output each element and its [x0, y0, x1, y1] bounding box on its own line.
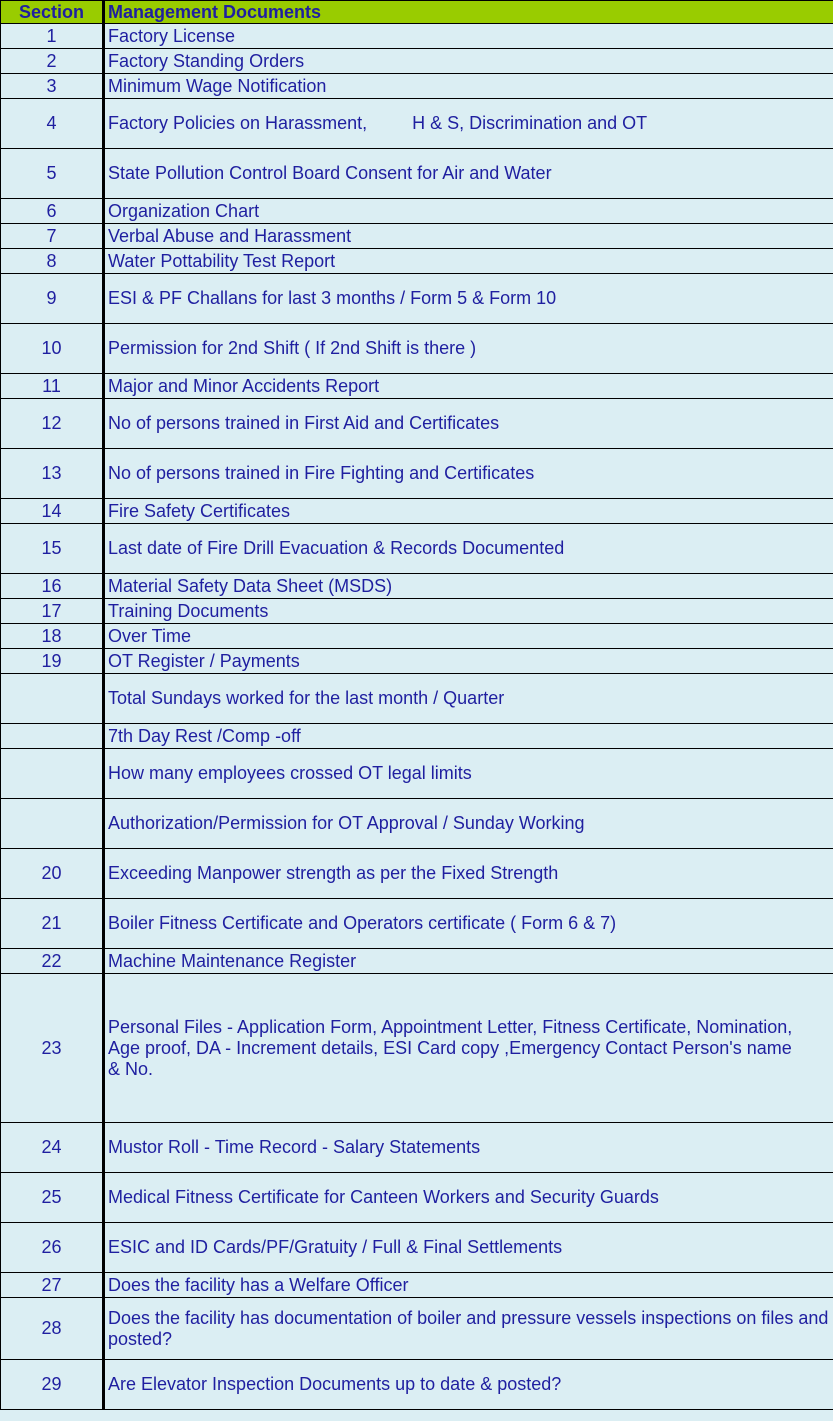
table-row: [1, 374, 833, 399]
section-number: 6: [1, 199, 104, 224]
table-row: [1, 724, 833, 749]
document-name: State Pollution Control Board Consent for Air and Water: [104, 149, 833, 199]
table-row: [1, 1298, 833, 1360]
table-row: [1, 849, 833, 899]
document-name: Verbal Abuse and Harassment: [104, 224, 833, 249]
document-name: Permission for 2nd Shift ( If 2nd Shift is there ): [104, 324, 833, 374]
document-name: 7th Day Rest /Comp -off: [104, 724, 833, 749]
table-row: [1, 99, 833, 149]
table-row: [1, 149, 833, 199]
document-name: Factory Policies on Harassment, H & S, Discrimination and OT: [104, 99, 833, 149]
document-name: Total Sundays worked for the last month / Quarter: [104, 674, 833, 724]
document-name: Are Elevator Inspection Documents up to date & posted?: [104, 1360, 833, 1410]
document-name: How many employees crossed OT legal limits: [104, 749, 833, 799]
section-number: 27: [1, 1273, 104, 1298]
document-name: Exceeding Manpower strength as per the Fixed Strength: [104, 849, 833, 899]
section-number: [1, 674, 104, 724]
section-number: 26: [1, 1223, 104, 1273]
document-name: OT Register / Payments: [104, 649, 833, 674]
table-row: [1, 449, 833, 499]
document-name: Does the facility has a Welfare Officer: [104, 1273, 833, 1298]
table-row: [1, 399, 833, 449]
table-row: [1, 1273, 833, 1298]
section-number: 23: [1, 974, 104, 1123]
section-number: 29: [1, 1360, 104, 1410]
table-row: [1, 574, 833, 599]
table-row: [1, 274, 833, 324]
section-number: 17: [1, 599, 104, 624]
table-row: [1, 1123, 833, 1173]
table-row: [1, 799, 833, 849]
table-row: [1, 524, 833, 574]
document-name: Material Safety Data Sheet (MSDS): [104, 574, 833, 599]
document-name: Personal Files - Application Form, Appointment Letter, Fitness Certificate, Nomination, Age proof, DA - Increment details, ESI Card copy ,Emergency Contact Person's name & No.: [104, 974, 833, 1123]
section-number: 24: [1, 1123, 104, 1173]
document-name: ESI & PF Challans for last 3 months / Form 5 & Form 10: [104, 274, 833, 324]
document-name: Last date of Fire Drill Evacuation & Records Documented: [104, 524, 833, 574]
document-name: No of persons trained in First Aid and Certificates: [104, 399, 833, 449]
table-row: [1, 599, 833, 624]
section-number: 16: [1, 574, 104, 599]
section-number: 21: [1, 899, 104, 949]
section-number: 7: [1, 224, 104, 249]
table-row: [1, 49, 833, 74]
section-number: [1, 749, 104, 799]
section-number: 9: [1, 274, 104, 324]
document-name: Over Time: [104, 624, 833, 649]
document-name: Organization Chart: [104, 199, 833, 224]
section-header: Section: [1, 1, 104, 24]
table-row: [1, 249, 833, 274]
section-number: 3: [1, 74, 104, 99]
table-row: [1, 749, 833, 799]
table-row: [1, 974, 833, 1123]
table-row: [1, 199, 833, 224]
section-number: 18: [1, 624, 104, 649]
section-number: [1, 724, 104, 749]
table-row: [1, 899, 833, 949]
document-name: No of persons trained in Fire Fighting and Certificates: [104, 449, 833, 499]
document-name: Training Documents: [104, 599, 833, 624]
section-number: 12: [1, 399, 104, 449]
document-name: Machine Maintenance Register: [104, 949, 833, 974]
document-name: Medical Fitness Certificate for Canteen Workers and Security Guards: [104, 1173, 833, 1223]
table-row: [1, 1173, 833, 1223]
section-number: 22: [1, 949, 104, 974]
section-number: 28: [1, 1298, 104, 1360]
section-number: 8: [1, 249, 104, 274]
table-row: [1, 624, 833, 649]
table-row: [1, 674, 833, 724]
section-number: 20: [1, 849, 104, 899]
section-number: 15: [1, 524, 104, 574]
section-number: 11: [1, 374, 104, 399]
table-row: [1, 24, 833, 49]
document-name: Water Pottability Test Report: [104, 249, 833, 274]
document-name: Does the facility has documentation of boiler and pressure vessels inspections on files and posted?: [104, 1298, 833, 1360]
document-name: Factory Standing Orders: [104, 49, 833, 74]
header-row: [1, 1, 833, 24]
section-number: 13: [1, 449, 104, 499]
table-row: [1, 949, 833, 974]
document-name: ESIC and ID Cards/PF/Gratuity / Full & Final Settlements: [104, 1223, 833, 1273]
document-name: Boiler Fitness Certificate and Operators certificate ( Form 6 & 7): [104, 899, 833, 949]
section-number: 5: [1, 149, 104, 199]
table-row: [1, 1360, 833, 1410]
table-row: [1, 1223, 833, 1273]
table-row: [1, 649, 833, 674]
document-name: Major and Minor Accidents Report: [104, 374, 833, 399]
document-name: Minimum Wage Notification: [104, 74, 833, 99]
table-row: [1, 324, 833, 374]
section-number: [1, 799, 104, 849]
table-row: [1, 224, 833, 249]
section-number: 14: [1, 499, 104, 524]
section-number: 1: [1, 24, 104, 49]
document-name: Factory License: [104, 24, 833, 49]
section-number: 25: [1, 1173, 104, 1223]
table-row: [1, 499, 833, 524]
document-name: Fire Safety Certificates: [104, 499, 833, 524]
section-number: 2: [1, 49, 104, 74]
section-number: 4: [1, 99, 104, 149]
document-name: Mustor Roll - Time Record - Salary Statements: [104, 1123, 833, 1173]
table-row: [1, 74, 833, 99]
section-number: 19: [1, 649, 104, 674]
document-name: Authorization/Permission for OT Approval / Sunday Working: [104, 799, 833, 849]
documents-header: Management Documents: [104, 1, 833, 24]
section-number: 10: [1, 324, 104, 374]
